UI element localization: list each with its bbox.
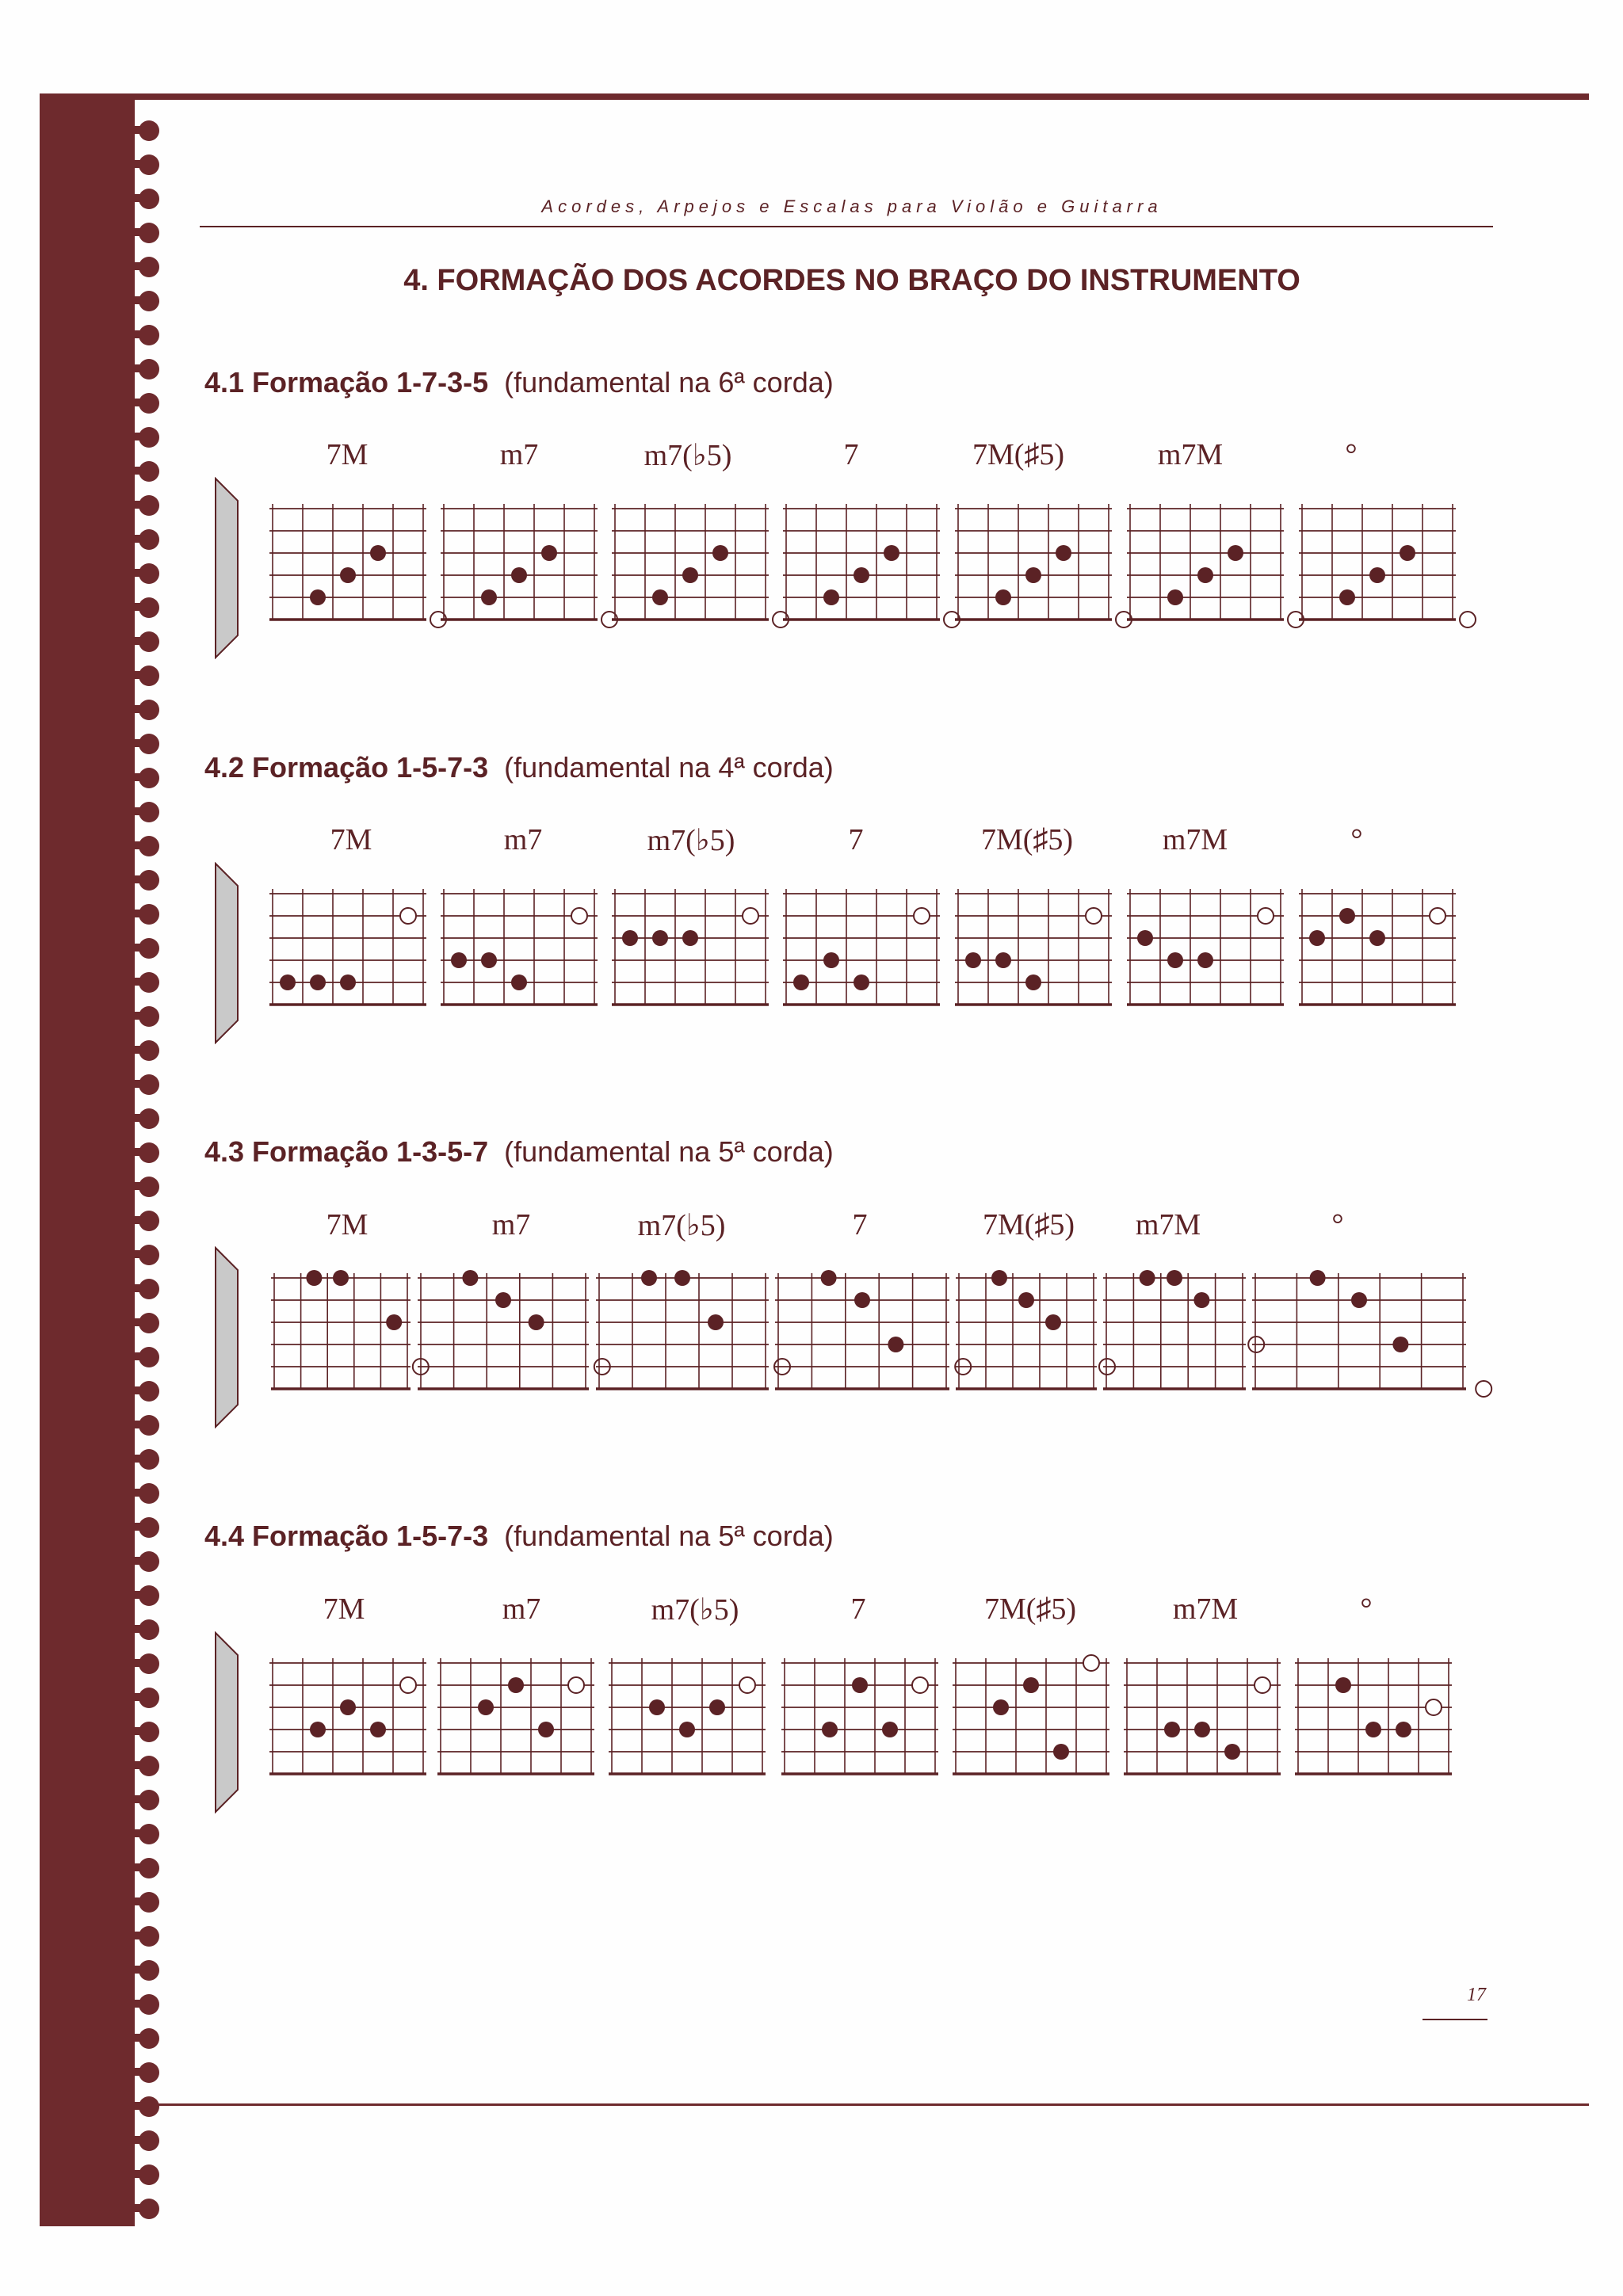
root-note-dot — [743, 908, 758, 924]
binding-link — [127, 1795, 144, 1803]
section-side-marker — [214, 1631, 241, 1814]
top-border — [40, 93, 1589, 100]
binding-link — [127, 364, 144, 372]
finger-dot — [823, 952, 839, 968]
binding-link — [127, 228, 144, 236]
root-note-dot — [1460, 612, 1476, 627]
binding-link — [127, 1557, 144, 1565]
root-note-dot — [914, 908, 930, 924]
finger-dot — [674, 1270, 690, 1286]
finger-dot — [995, 589, 1011, 605]
root-note-dot — [1086, 908, 1102, 924]
binding-link — [127, 739, 144, 747]
finger-dot — [965, 952, 981, 968]
finger-dot — [823, 589, 839, 605]
root-note-dot — [1254, 1677, 1270, 1693]
root-note-dot — [571, 908, 587, 924]
binding-link — [127, 1523, 144, 1531]
binding-link — [127, 296, 144, 304]
binding-link — [127, 1489, 144, 1497]
chord-name: m7M — [1172, 1592, 1239, 1626]
chord-diagram — [778, 886, 945, 1013]
chapter-title: 4. FORMAÇÃO DOS ACORDES NO BRAÇO DO INSTRUMENTO — [403, 264, 1300, 297]
chord-name: m7 — [499, 438, 539, 471]
finger-dot — [1369, 567, 1385, 583]
root-note-dot — [1476, 1381, 1491, 1397]
binding-link — [127, 978, 144, 986]
finger-dot — [682, 930, 698, 946]
spiral-binding — [127, 119, 174, 2226]
binding-link — [127, 262, 144, 270]
finger-dot — [1194, 1722, 1210, 1737]
binding-link — [127, 1863, 144, 1871]
chord-name: m7 — [503, 823, 543, 856]
chord-name: 7 — [852, 1208, 868, 1241]
section-label: 4.2 Formação 1-5-7-3 — [204, 751, 489, 784]
finger-dot — [1193, 1292, 1209, 1308]
finger-dot — [1167, 589, 1183, 605]
chord-diagram — [1098, 1270, 1251, 1397]
chord-name: ° — [1360, 1592, 1373, 1626]
finger-dot — [1045, 1314, 1061, 1330]
finger-dot — [1396, 1722, 1411, 1737]
binding-link — [127, 330, 144, 338]
binding-link — [127, 1761, 144, 1769]
finger-dot — [652, 930, 668, 946]
finger-dot — [854, 974, 869, 990]
binding-link — [127, 1080, 144, 1088]
binding-link — [127, 1352, 144, 1360]
binding-link — [127, 1182, 144, 1190]
chord-name: m7(♭5) — [651, 1593, 739, 1627]
finger-dot — [822, 1722, 838, 1737]
binding-link — [127, 807, 144, 815]
binding-link — [127, 1591, 144, 1599]
finger-dot — [993, 1699, 1009, 1715]
finger-dot — [793, 974, 809, 990]
binding-link — [127, 1897, 144, 1905]
finger-dot — [1197, 952, 1213, 968]
finger-dot — [1023, 1677, 1039, 1693]
page-number-rule — [1423, 2019, 1487, 2020]
chord-diagram — [1119, 1655, 1285, 1782]
finger-dot — [641, 1270, 657, 1286]
chord-diagram — [770, 1270, 954, 1397]
section-note: (fundamental na 6ª corda) — [504, 366, 834, 399]
chord-name: 7M(♯5) — [972, 438, 1065, 471]
binding-link — [127, 2170, 144, 2178]
section-note: (fundamental na 5ª corda) — [504, 1520, 834, 1552]
chord-diagram — [604, 1655, 770, 1782]
chord-name: 7M — [323, 1592, 365, 1626]
finger-dot — [991, 1270, 1007, 1286]
binding-link — [127, 773, 144, 781]
chord-name: 7M(♯5) — [980, 823, 1074, 856]
chord-name: 7M — [326, 438, 369, 471]
binding-link — [127, 433, 144, 441]
chord-name: m7(♭5) — [637, 1209, 726, 1242]
finger-dot — [1339, 908, 1355, 924]
chord-diagram — [1290, 1655, 1457, 1782]
finger-dot — [310, 589, 326, 605]
chord-diagram — [265, 501, 431, 627]
chord-diagram — [950, 886, 1117, 1013]
finger-dot — [529, 1314, 544, 1330]
finger-dot — [821, 1270, 837, 1286]
binding-link — [127, 2034, 144, 2042]
binding-link — [127, 1250, 144, 1258]
finger-dot — [1167, 952, 1183, 968]
chord-diagram — [266, 1270, 415, 1397]
chord-diagram — [1294, 501, 1461, 627]
binding-link — [127, 1966, 144, 1974]
section-title-4-4 — [204, 1520, 834, 1553]
root-note-dot — [1430, 908, 1445, 924]
chord-name: 7M — [330, 823, 372, 856]
chord-name: ° — [1345, 438, 1358, 471]
finger-dot — [1228, 545, 1243, 561]
chord-diagram — [1247, 1270, 1471, 1397]
binding-link — [127, 1318, 144, 1326]
binding-link — [127, 1659, 144, 1667]
finger-dot — [538, 1722, 554, 1737]
chord-diagram — [436, 886, 602, 1013]
chord-name: m7 — [491, 1208, 531, 1241]
chord-name: m7(♭5) — [643, 439, 732, 472]
chord-diagram — [951, 1270, 1102, 1397]
finger-dot — [1025, 974, 1041, 990]
binding-link — [127, 1148, 144, 1156]
chord-name: 7M(♯5) — [982, 1208, 1075, 1241]
binding-link — [127, 501, 144, 509]
finger-dot — [995, 952, 1011, 968]
binding-link — [127, 535, 144, 543]
root-note-dot — [568, 1677, 584, 1693]
chord-name: m7 — [502, 1592, 541, 1626]
binding-link — [127, 569, 144, 577]
spiral-spine — [40, 93, 135, 2226]
finger-dot — [709, 1699, 725, 1715]
finger-dot — [882, 1722, 898, 1737]
finger-dot — [1164, 1722, 1180, 1737]
finger-dot — [508, 1677, 524, 1693]
finger-dot — [1400, 545, 1415, 561]
chord-name: 7 — [848, 823, 864, 856]
root-note-dot — [1258, 908, 1274, 924]
chord-name: ° — [1350, 823, 1363, 856]
binding-link — [127, 399, 144, 406]
finger-dot — [1310, 1270, 1326, 1286]
binding-link — [127, 1386, 144, 1394]
root-note-dot — [912, 1677, 928, 1693]
chord-diagram — [1122, 886, 1289, 1013]
binding-link — [127, 1455, 144, 1463]
finger-dot — [888, 1337, 903, 1352]
chord-diagram — [265, 1655, 431, 1782]
section-label: 4.1 Formação 1-7-3-5 — [204, 366, 489, 399]
chord-diagram — [950, 501, 1117, 627]
root-note-dot — [400, 908, 416, 924]
finger-dot — [884, 545, 899, 561]
chord-diagram — [948, 1655, 1114, 1782]
finger-dot — [854, 1292, 870, 1308]
binding-link — [127, 841, 144, 849]
finger-dot — [310, 1722, 326, 1737]
finger-dot — [478, 1699, 494, 1715]
section-side-marker — [214, 477, 241, 659]
finger-dot — [541, 545, 557, 561]
finger-dot — [1167, 1270, 1182, 1286]
finger-dot — [649, 1699, 665, 1715]
chord-diagram — [777, 1655, 943, 1782]
chord-name: 7M — [326, 1208, 369, 1241]
finger-dot — [1056, 545, 1071, 561]
binding-link — [127, 126, 144, 134]
finger-dot — [1137, 930, 1153, 946]
chord-diagram — [413, 1270, 594, 1397]
section-title-4-3 — [204, 1135, 834, 1169]
chord-diagram — [591, 1270, 773, 1397]
binding-link — [127, 160, 144, 168]
binding-link — [127, 1421, 144, 1428]
finger-dot — [333, 1270, 349, 1286]
binding-link — [127, 2204, 144, 2212]
root-note-dot — [1426, 1699, 1442, 1715]
binding-link — [127, 467, 144, 475]
finger-dot — [1351, 1292, 1367, 1308]
chord-diagram — [1294, 886, 1461, 1013]
binding-link — [127, 194, 144, 202]
section-side-marker — [214, 862, 241, 1044]
chord-diagram — [1122, 501, 1289, 627]
binding-link — [127, 910, 144, 917]
chord-diagram — [778, 501, 945, 627]
finger-dot — [1309, 930, 1325, 946]
finger-dot — [306, 1270, 322, 1286]
finger-dot — [495, 1292, 511, 1308]
finger-dot — [451, 952, 467, 968]
finger-dot — [1018, 1292, 1034, 1308]
chord-name: 7 — [850, 1592, 866, 1626]
binding-link — [127, 671, 144, 679]
binding-link — [127, 1727, 144, 1735]
finger-dot — [679, 1722, 695, 1737]
root-note-dot — [400, 1677, 416, 1693]
finger-dot — [481, 952, 497, 968]
binding-link — [127, 1046, 144, 1054]
finger-dot — [462, 1270, 478, 1286]
binding-link — [127, 1932, 144, 1939]
chord-diagram — [436, 501, 602, 627]
finger-dot — [386, 1314, 402, 1330]
binding-link — [127, 875, 144, 883]
root-note-dot — [1083, 1655, 1099, 1671]
finger-dot — [1053, 1744, 1069, 1760]
chord-diagram — [607, 886, 773, 1013]
binding-link — [127, 603, 144, 611]
finger-dot — [340, 1699, 356, 1715]
running-header: Acordes, Arpejos e Escalas para Violão e Guitarra — [541, 196, 1163, 216]
finger-dot — [1224, 1744, 1240, 1760]
finger-dot — [370, 1722, 386, 1737]
finger-dot — [622, 930, 638, 946]
section-side-marker — [214, 1246, 241, 1428]
finger-dot — [310, 974, 326, 990]
binding-link — [127, 2136, 144, 2144]
binding-link — [127, 1693, 144, 1701]
finger-dot — [1392, 1337, 1408, 1352]
page-number-box — [1423, 1985, 1486, 2006]
binding-link — [127, 1625, 144, 1633]
finger-dot — [1369, 930, 1385, 946]
finger-dot — [511, 974, 527, 990]
finger-dot — [340, 974, 356, 990]
finger-dot — [1365, 1722, 1381, 1737]
finger-dot — [854, 567, 869, 583]
chord-name: m7M — [1162, 823, 1228, 856]
binding-link — [127, 944, 144, 952]
finger-dot — [1339, 589, 1355, 605]
binding-link — [127, 1114, 144, 1122]
chord-diagram — [607, 501, 773, 627]
finger-dot — [370, 545, 386, 561]
root-note-dot — [739, 1677, 755, 1693]
header-rule — [200, 226, 1493, 227]
section-title-4-2 — [204, 751, 834, 784]
finger-dot — [1025, 567, 1041, 583]
chord-name: m7M — [1135, 1208, 1201, 1241]
section-label: 4.3 Formação 1-3-5-7 — [204, 1135, 489, 1168]
binding-link — [127, 637, 144, 645]
bottom-border — [135, 2103, 1589, 2106]
finger-dot — [511, 567, 527, 583]
section-title-4-1 — [204, 366, 834, 399]
finger-dot — [481, 589, 497, 605]
binding-link — [127, 2068, 144, 2076]
finger-dot — [340, 567, 356, 583]
chord-name: m7(♭5) — [647, 824, 735, 857]
page-number: 17 — [1467, 1985, 1486, 2005]
finger-dot — [1197, 567, 1213, 583]
finger-dot — [1140, 1270, 1155, 1286]
finger-dot — [280, 974, 296, 990]
binding-link — [127, 1829, 144, 1837]
finger-dot — [708, 1314, 724, 1330]
finger-dot — [682, 567, 698, 583]
section-note: (fundamental na 4ª corda) — [504, 751, 834, 784]
binding-link — [127, 2000, 144, 2008]
binding-link — [127, 1012, 144, 1020]
section-note: (fundamental na 5ª corda) — [504, 1135, 834, 1168]
finger-dot — [1335, 1677, 1351, 1693]
finger-dot — [712, 545, 728, 561]
chord-diagram — [433, 1655, 599, 1782]
binding-link — [127, 705, 144, 713]
chord-name: ° — [1331, 1208, 1344, 1241]
chord-name: 7M(♯5) — [983, 1592, 1077, 1626]
finger-dot — [652, 589, 668, 605]
section-label: 4.4 Formação 1-5-7-3 — [204, 1520, 489, 1552]
chord-name: m7M — [1157, 438, 1224, 471]
binding-link — [127, 1216, 144, 1224]
finger-dot — [852, 1677, 868, 1693]
binding-link — [127, 1284, 144, 1292]
chord-diagram — [265, 886, 431, 1013]
chord-name: 7 — [843, 438, 859, 471]
